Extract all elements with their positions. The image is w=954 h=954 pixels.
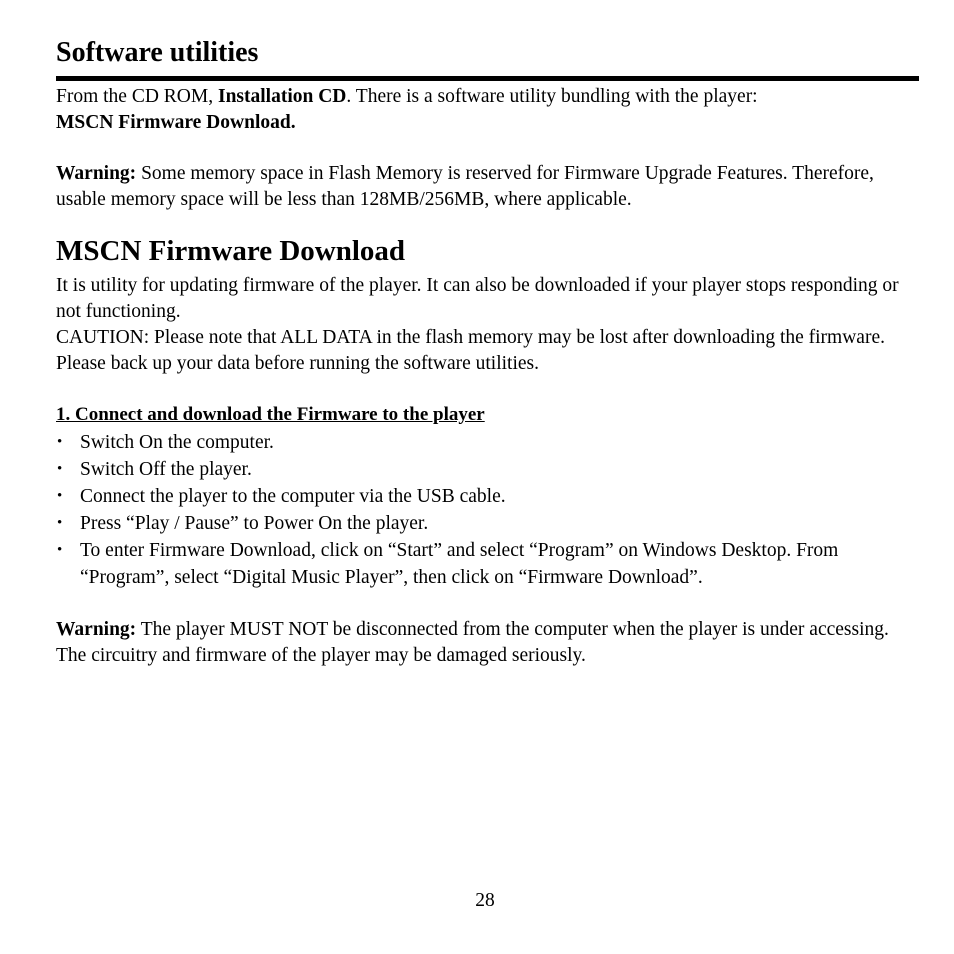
caution-paragraph: CAUTION: Please note that ALL DATA in the flash memory may be lost after downloading the firmware. Please back up your data before running the software utilities. xyxy=(56,327,885,374)
list-item-text: Connect the player to the computer via the USB cable. xyxy=(80,486,506,507)
bullet-icon: • xyxy=(57,488,63,504)
memory-warning-label: Warning: xyxy=(56,163,137,184)
list-item-text: To enter Firmware Download, click on “Start” and select “Program” on Windows Desktop. From “Program”, select “Digital Music Player”, then click on “Firmware Download”. xyxy=(80,540,839,588)
disconnect-warning xyxy=(56,617,920,669)
memory-warning xyxy=(56,161,920,213)
list-item xyxy=(56,483,920,510)
bullet-icon: • xyxy=(57,461,63,477)
intro-suffix: . There is a software utility bundling with the player: xyxy=(346,86,758,107)
memory-warning-text: Some memory space in Flash Memory is reserved for Firmware Upgrade Features. Therefore, usable memory space will be less than 128MB/256MB, where applicable. xyxy=(56,163,874,210)
intro-prefix: From the CD ROM, xyxy=(56,86,218,107)
utility-name: MSCN Firmware Download. xyxy=(56,112,296,133)
title-rule xyxy=(56,76,919,81)
intro-paragraph xyxy=(56,84,920,136)
list-item-text: Switch Off the player. xyxy=(80,459,252,480)
list-item-text: Press “Play / Pause” to Power On the player. xyxy=(80,513,429,534)
list-item xyxy=(56,456,920,483)
step-heading: 1. Connect and download the Firmware to the player xyxy=(56,404,485,425)
disconnect-warning-text: The player MUST NOT be disconnected from the computer when the player is under accessing. The circuitry and firmware of the player may be damaged seriously. xyxy=(56,619,889,666)
list-item xyxy=(56,537,920,591)
list-item xyxy=(56,429,920,456)
bullet-icon: • xyxy=(57,542,63,558)
firmware-description: It is utility for updating firmware of the player. It can also be downloaded if your player stops responding or not functioning. xyxy=(56,275,899,322)
firmware-title: MSCN Firmware Download xyxy=(56,235,406,267)
list-item-text: Switch On the computer. xyxy=(80,432,274,453)
cd-name: Installation CD xyxy=(217,86,347,107)
section-title: Software utilities xyxy=(56,37,259,68)
bullet-icon: • xyxy=(57,515,63,531)
list-item xyxy=(56,510,920,537)
bullet-icon: • xyxy=(57,434,63,450)
disconnect-warning-label: Warning: xyxy=(56,619,137,640)
page-number: 28 xyxy=(475,890,495,911)
steps-list xyxy=(56,429,920,591)
